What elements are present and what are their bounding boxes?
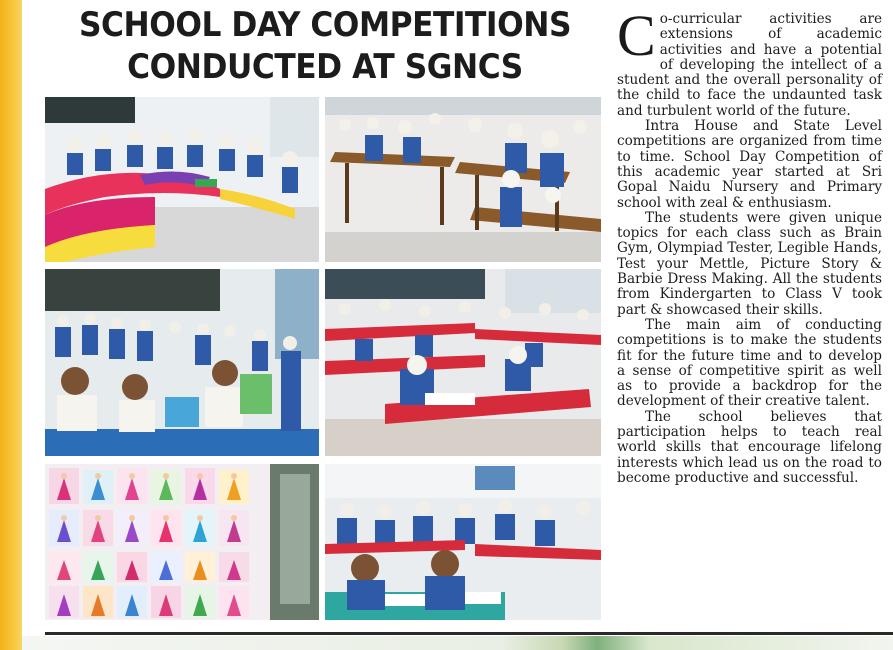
article-headline [63,4,587,88]
classroom-photo-colorful-tables [45,97,319,262]
drop-cap: C [617,3,656,68]
barbie-dress-artwork-display [45,464,319,620]
bottom-advert-strip [22,636,893,650]
article-paragraph-2: Intra House and State Level competitions are organized from time to time. School Day Competition of this academic year started at Sri Gopal Naidu Nursery and Primary school with zeal & enthusiasm. [617,118,882,211]
classroom-photo-students-with-books [45,269,319,456]
bottom-divider [45,632,893,635]
article-paragraph-1 [617,3,882,119]
article-paragraph-5: The school believes that participation helps to teach real world skills that encourage lifelong interests which lead us on the road to become productive and successful. [617,408,882,486]
classroom-photo-wooden-desks [325,97,601,262]
article-paragraph-3: The students were given unique topics for each class such as Brain Gym, Olympiad Tester, Legible Hands, Test your Mettle, Picture Story & Barbie Dress Making. All the students from Kindergarten to Class V took part & showcased their skills. [617,209,882,318]
page-edge-strip [0,0,22,650]
headline-line-1: SCHOOL DAY COMPETITIONS [78,5,572,45]
classroom-photo-students-writing [325,464,601,620]
article-paragraph-4: The main aim of conducting competitions is to make the students fit for the future time and to develop a sense of competitive spirit as well as to provide a backdrop for the development of their creative talent. [617,316,882,410]
headline-line-2: CONDUCTED AT SGNCS [127,47,523,87]
article-body [617,3,882,486]
photo-grid [45,97,601,620]
paragraph-1-text: o-curricular activities are extensions of academic activities and have a potential of developing the intellect of a student and the overall personality of the child to face the undaunted task and turbulent world of the future. [617,11,882,119]
classroom-photo-red-desks [325,269,601,456]
